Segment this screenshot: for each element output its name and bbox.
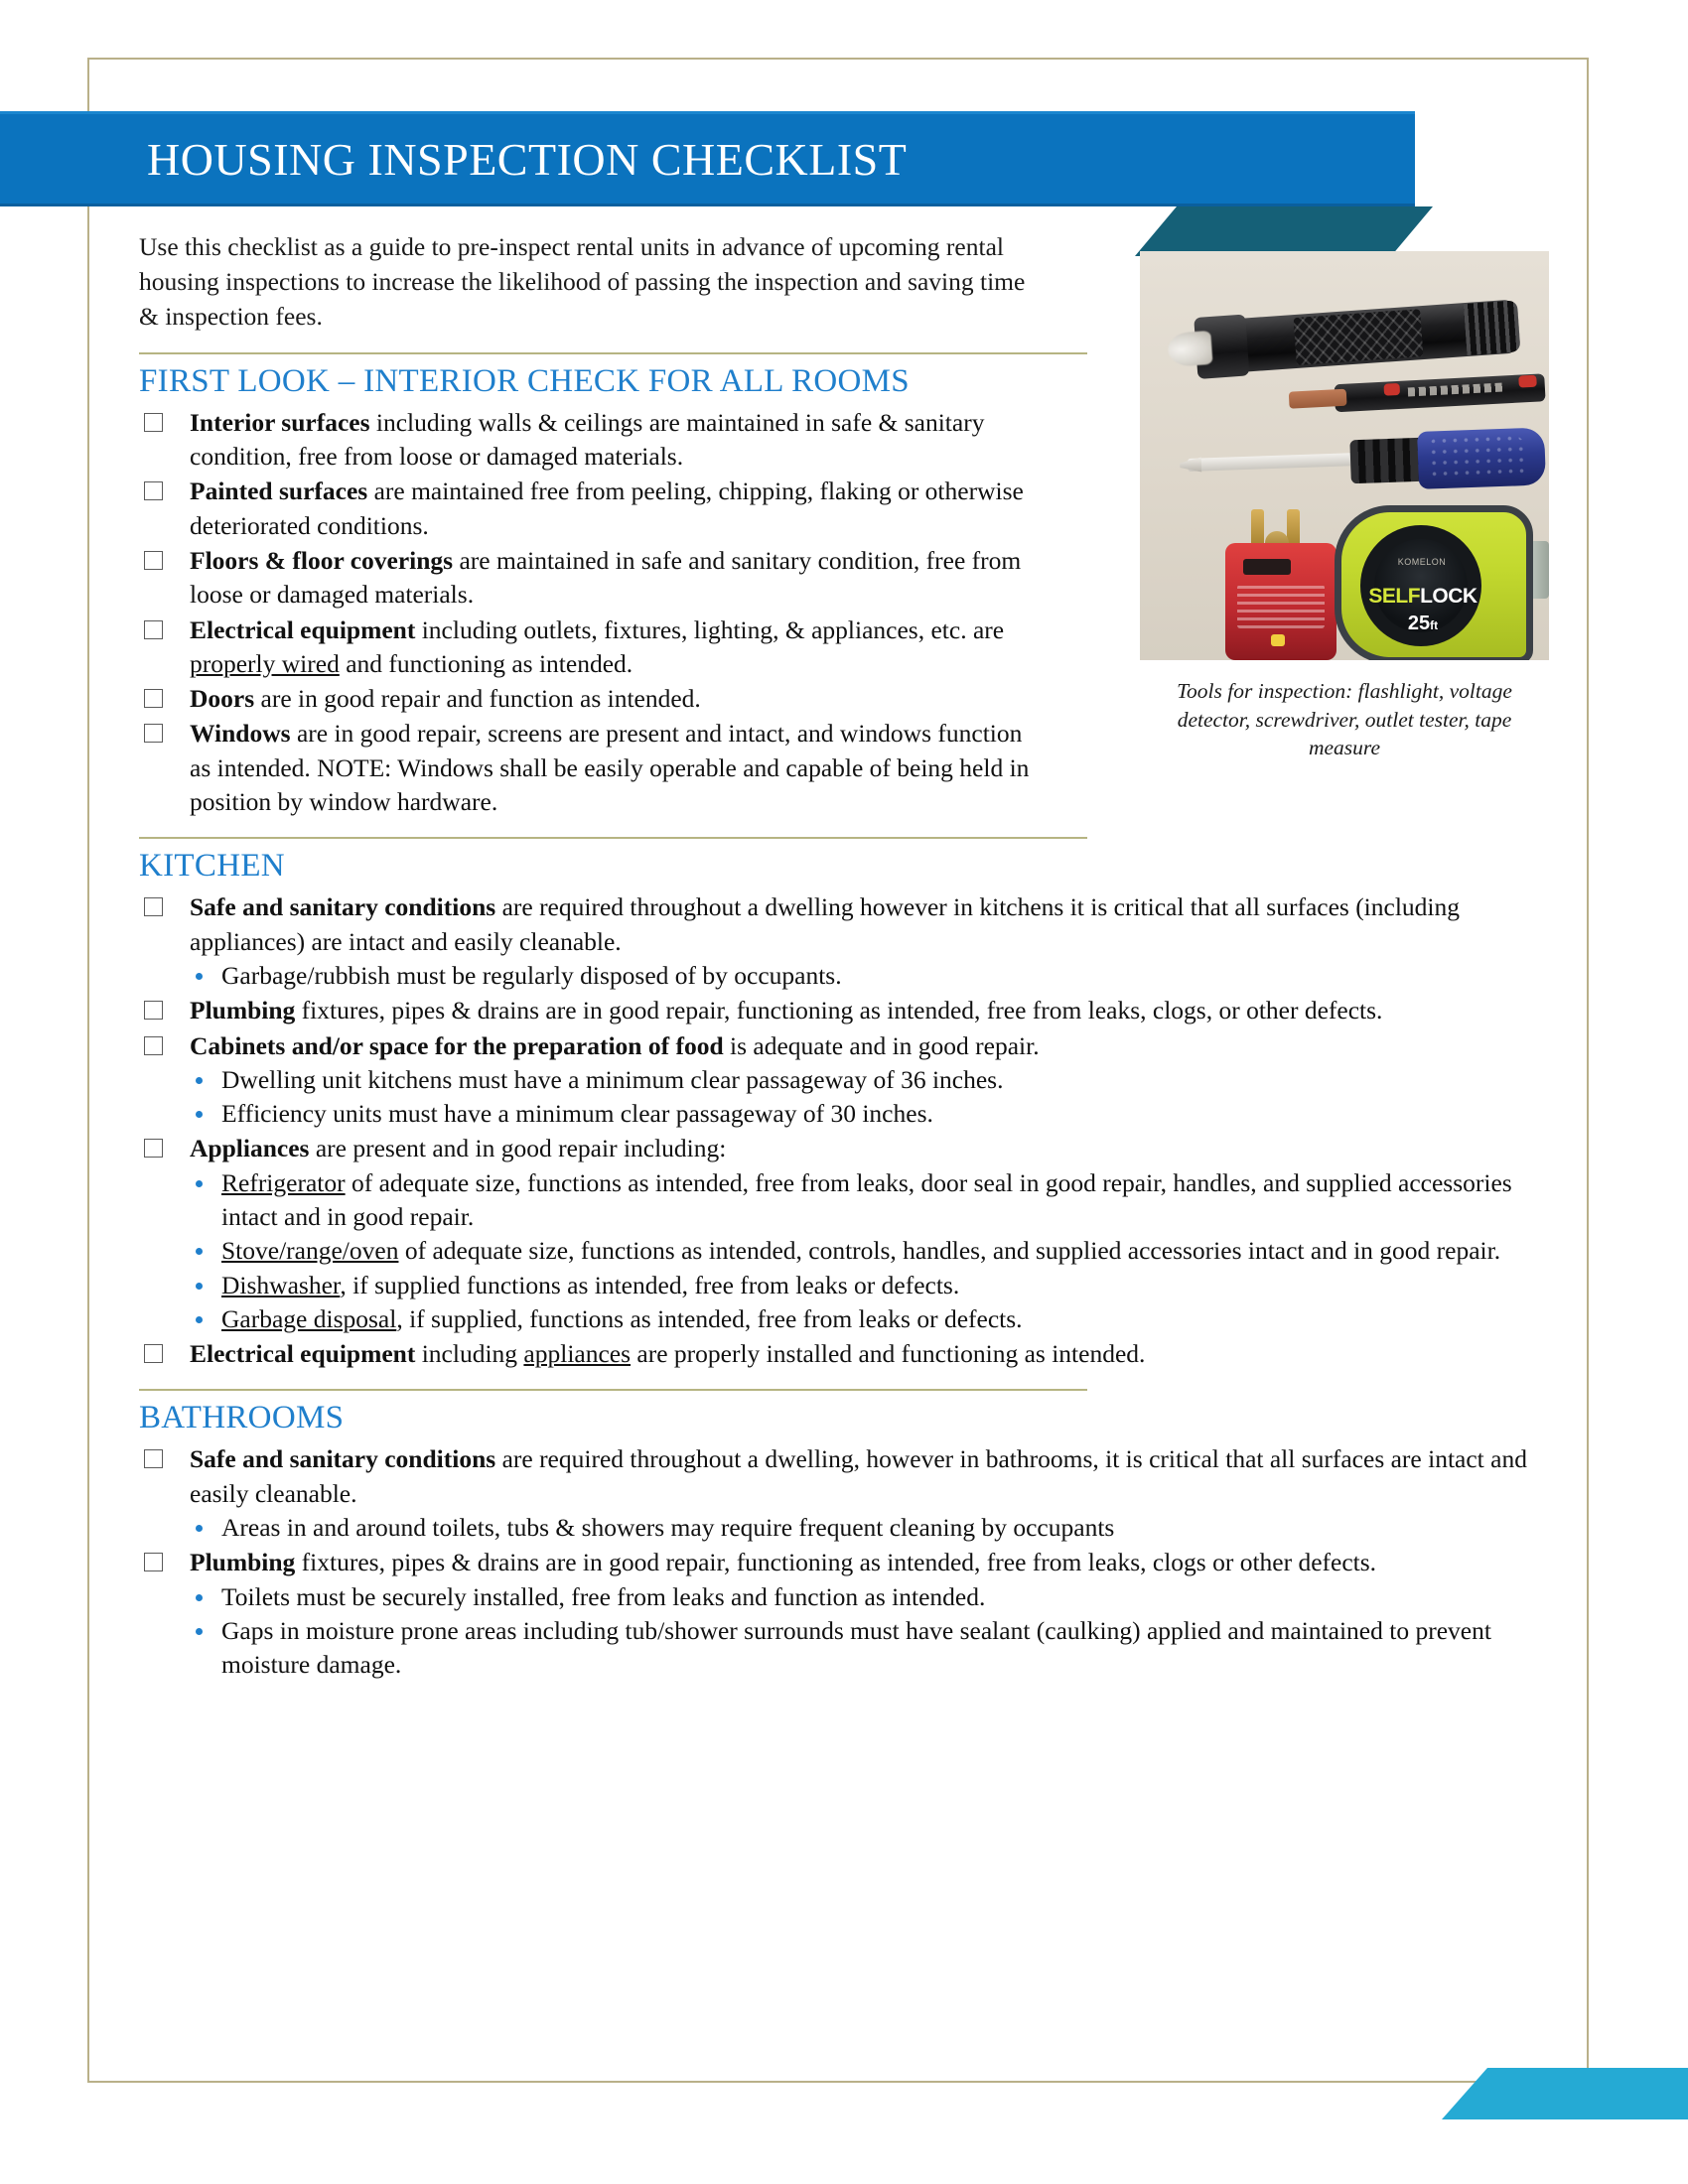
sub-item-text: Dwelling unit kitchens must have a minimum clear passageway of 36 inches. bbox=[221, 1064, 1004, 1094]
checkbox-icon[interactable] bbox=[144, 413, 163, 432]
section-heading-kitchen: KITCHEN bbox=[139, 848, 285, 885]
check-item[interactable] bbox=[139, 1029, 1549, 1132]
bullet-icon bbox=[196, 1077, 203, 1084]
check-item[interactable] bbox=[139, 614, 1044, 682]
sub-item bbox=[190, 1234, 1549, 1268]
checkbox-icon[interactable] bbox=[144, 897, 163, 916]
checkbox-icon[interactable] bbox=[144, 1139, 163, 1158]
check-item[interactable] bbox=[139, 544, 1044, 613]
checkbox-icon[interactable] bbox=[144, 551, 163, 570]
bullet-icon bbox=[196, 1111, 203, 1118]
check-item[interactable] bbox=[139, 682, 1044, 716]
sub-item-emphasis: Garbage disposal bbox=[221, 1303, 397, 1333]
intro-paragraph: Use this checklist as a guide to pre-inspect rental units in advance of upcoming rental housing inspections to increase the likelihood of passing the inspection and saving time & inspection fees. bbox=[139, 232, 1026, 331]
item-text: are in good repair, screens are present and intact, and windows function as intended. NOTE: Windows shall be easily operable and capable of being held in position by window hardware. bbox=[190, 719, 1030, 817]
sublist bbox=[190, 1063, 1549, 1132]
item-lead: Doors bbox=[190, 684, 255, 714]
item-lead: Electrical equipment bbox=[190, 1339, 416, 1369]
sub-item-text: Efficiency units must have a minimum clear passageway of 30 inches. bbox=[221, 1099, 933, 1129]
section-heading-bathrooms: BATHROOMS bbox=[139, 1400, 345, 1436]
checklist-first-look bbox=[139, 406, 1549, 820]
sub-item-text: Garbage/rubbish must be regularly disposed of by occupants. bbox=[221, 960, 842, 990]
sub-item-emphasis: Dishwasher bbox=[221, 1270, 341, 1299]
sub-item-text: of adequate size, functions as intended, free from leaks, door seal in good repair, handles, and supplied accessories intact and in good repair. bbox=[221, 1167, 1512, 1231]
item-text: are in good repair and function as intended. bbox=[254, 684, 701, 714]
bottom-right-accent bbox=[1442, 2068, 1688, 2119]
sub-item bbox=[190, 1614, 1549, 1683]
item-lead: Floors & floor coverings bbox=[190, 545, 454, 575]
item-text-cont: are properly installed and functioning as intended. bbox=[631, 1339, 1146, 1369]
bullet-icon bbox=[196, 1248, 203, 1255]
item-text: are present and in good repair including: bbox=[309, 1134, 727, 1163]
bullet-icon bbox=[196, 1594, 203, 1601]
sublist bbox=[190, 959, 1549, 993]
checkbox-icon[interactable] bbox=[144, 1036, 163, 1055]
sub-item-emphasis: Refrigerator bbox=[221, 1167, 346, 1197]
section-divider bbox=[139, 352, 1087, 354]
item-lead: Safe and sanitary conditions bbox=[190, 1444, 496, 1474]
item-lead: Cabinets and/or space for the preparation of food bbox=[190, 1030, 724, 1060]
bullet-icon bbox=[196, 1283, 203, 1290]
page-title: HOUSING INSPECTION CHECKLIST bbox=[147, 133, 908, 185]
item-text: are maintained free from peeling, chipping, flaking or otherwise deteriorated conditions. bbox=[190, 477, 1024, 540]
sub-item-text: Areas in and around toilets, tubs & showers may require frequent cleaning by occupants bbox=[221, 1513, 1115, 1543]
check-item[interactable] bbox=[139, 890, 1549, 993]
sub-item-text: of adequate size, functions as intended, controls, handles, and supplied accessories intact and in good repair. bbox=[398, 1236, 1501, 1266]
checkbox-icon[interactable] bbox=[144, 1344, 163, 1363]
sub-item-text: Gaps in moisture prone areas including tub/shower surrounds must have sealant (caulking) applied and maintained to prevent moisture damage. bbox=[221, 1615, 1491, 1680]
item-emphasis: properly wired bbox=[190, 648, 340, 678]
sublist bbox=[190, 1580, 1549, 1683]
tape-model-label: SELFLOCK bbox=[1368, 585, 1477, 608]
item-text: fixtures, pipes & drains are in good repair, functioning as intended, free from leaks, clogs, or other defects. bbox=[295, 996, 1383, 1025]
check-item[interactable] bbox=[139, 406, 1044, 475]
bullet-icon bbox=[196, 973, 203, 980]
checkbox-icon[interactable] bbox=[144, 1449, 163, 1468]
sub-item bbox=[190, 1097, 1549, 1131]
check-item[interactable] bbox=[139, 1442, 1549, 1545]
sub-item-emphasis: Stove/range/oven bbox=[221, 1236, 399, 1266]
tape-brand-label: KOMELON bbox=[1397, 557, 1447, 567]
checkbox-icon[interactable] bbox=[144, 689, 163, 708]
item-text: is adequate and in good repair. bbox=[723, 1030, 1040, 1060]
sub-item-text: Toilets must be securely installed, free from leaks and function as intended. bbox=[221, 1581, 986, 1611]
bullet-icon bbox=[196, 1180, 203, 1187]
item-lead: Plumbing bbox=[190, 1548, 296, 1577]
item-lead: Electrical equipment bbox=[190, 614, 416, 644]
check-item[interactable] bbox=[139, 475, 1044, 543]
checkbox-icon[interactable] bbox=[144, 620, 163, 639]
sub-item bbox=[190, 1302, 1549, 1336]
sub-item bbox=[190, 1063, 1549, 1097]
item-lead: Interior surfaces bbox=[190, 407, 370, 437]
sublist bbox=[190, 1511, 1549, 1545]
checkbox-icon[interactable] bbox=[144, 1001, 163, 1020]
item-text: are maintained in safe and sanitary condition, free from loose or damaged materials. bbox=[190, 545, 1022, 610]
sub-item bbox=[190, 1580, 1549, 1614]
section-heading-first-look: FIRST LOOK – INTERIOR CHECK FOR ALL ROOMS bbox=[139, 362, 910, 399]
checklist-kitchen bbox=[139, 890, 1549, 1371]
bullet-icon bbox=[196, 1525, 203, 1532]
check-item[interactable] bbox=[139, 1546, 1549, 1682]
check-item[interactable] bbox=[139, 1337, 1549, 1371]
item-lead: Plumbing bbox=[190, 996, 296, 1025]
section-divider bbox=[139, 1389, 1087, 1391]
item-text: fixtures, pipes & drains are in good repair, functioning as intended, free from leaks, clogs or other defects. bbox=[295, 1548, 1377, 1577]
item-text: including walls & ceilings are maintained in safe & sanitary condition, free from loose or damaged materials. bbox=[190, 407, 985, 472]
item-lead: Windows bbox=[190, 719, 291, 749]
sublist bbox=[190, 1166, 1549, 1336]
checkbox-icon[interactable] bbox=[144, 481, 163, 500]
photo-caption: Tools for inspection: flashlight, voltage detector, screwdriver, outlet tester, tape measure bbox=[1177, 679, 1512, 760]
item-lead: Appliances bbox=[190, 1134, 310, 1163]
check-item[interactable] bbox=[139, 717, 1044, 819]
sub-item-text: , if supplied, functions as intended, free from leaks or defects. bbox=[396, 1303, 1023, 1333]
item-text: including outlets, fixtures, lighting, & appliances, etc. are bbox=[415, 614, 1005, 644]
item-text: are required throughout a dwelling however in kitchens it is critical that all surfaces (including appliances) are intact and easily cleanable. bbox=[190, 892, 1461, 956]
sub-item bbox=[190, 1511, 1549, 1545]
checklist-bathrooms bbox=[139, 1442, 1549, 1682]
document-content bbox=[139, 230, 1549, 1684]
sub-item bbox=[190, 1166, 1549, 1235]
sub-item-text: , if supplied functions as intended, free from leaks or defects. bbox=[340, 1270, 960, 1299]
check-item[interactable] bbox=[139, 994, 1549, 1027]
bullet-icon bbox=[196, 1316, 203, 1323]
checkbox-icon[interactable] bbox=[144, 724, 163, 743]
header-banner bbox=[0, 111, 1415, 206]
sub-item bbox=[190, 1269, 1549, 1302]
checkbox-icon[interactable] bbox=[144, 1553, 163, 1571]
item-lead: Safe and sanitary conditions bbox=[190, 892, 496, 922]
item-emphasis: appliances bbox=[523, 1339, 632, 1369]
item-text-cont: and functioning as intended. bbox=[339, 648, 633, 678]
check-item[interactable] bbox=[139, 1132, 1549, 1336]
sub-item bbox=[190, 959, 1549, 993]
bullet-icon bbox=[196, 1628, 203, 1635]
item-lead: Painted surfaces bbox=[190, 477, 368, 506]
item-text: including bbox=[415, 1339, 524, 1369]
tape-length-label: 25ft bbox=[1407, 613, 1439, 634]
item-text: are required throughout a dwelling, however in bathrooms, it is critical that all surfaces are intact and easily cleanable. bbox=[190, 1444, 1527, 1508]
section-divider bbox=[139, 837, 1087, 839]
